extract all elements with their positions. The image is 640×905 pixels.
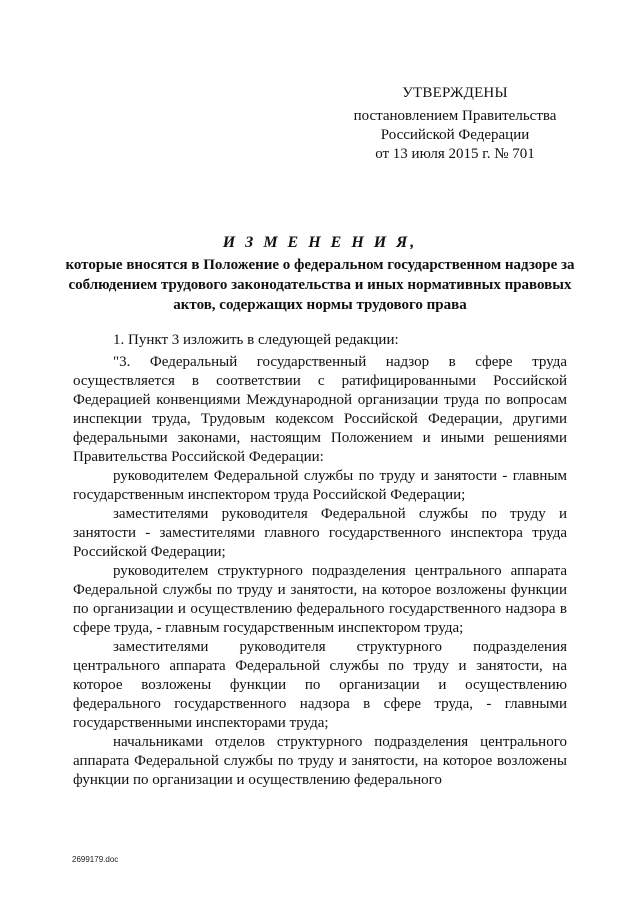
approval-line-3: от 13 июля 2015 г. № 701: [375, 146, 535, 162]
paragraph-4: заместителями руководителя Федеральной службы по труду и занятости - заместителями главного государственного инспектора труда Российской Федерации;: [73, 506, 567, 560]
document-subtitle: которые вносятся в Положение о федеральном государственном надзоре за соблюдением трудового законодательства и иных нормативных правовых актов, содержащих нормы трудового права: [65, 257, 575, 313]
approval-stamp: УТВЕРЖДЕНЫ: [402, 85, 508, 101]
document-heading: И З М Е Н Е Н И Я,: [222, 234, 418, 251]
paragraph-5: руководителем структурного подразделения центрального аппарата Федеральной службы по труду и занятости, на которое возложены функции по организации и осуществлению федерального государственного надзора в сфере труда, - главным государственным инспектором труда;: [73, 563, 567, 636]
paragraph-7: начальниками отделов структурного подразделения центрального аппарата Федеральной службы по труду и занятости, на которое возложены функции по организации и осуществлению федерального: [73, 734, 567, 788]
approval-line-2: Российской Федерации: [380, 127, 530, 143]
approval-block: [300, 84, 610, 164]
paragraph-3: руководителем Федеральной службы по труду и занятости - главным государственным инспектором труда Российской Федерации;: [73, 468, 567, 503]
paragraph-6: заместителями руководителя структурного подразделения центрального аппарата Федеральной службы по труду и занятости, на которое возложены функции по организации и осуществлению федерального государственного надзора в сфере труда, - главными государственными инспекторами труда;: [73, 639, 567, 731]
paragraph-1: 1. Пункт 3 изложить в следующей редакции:: [113, 332, 399, 348]
paragraph-2: "3. Федеральный государственный надзор в сфере труда осуществляется в соответствии с ратифицированными Российской Федерацией конвенциями Международной организации труда по вопросам инспекции труда, Трудовым кодексом Российской Федерации, другими федеральными законами, настоящим Положением и иными решениями Правительства Российской Федерации:: [73, 354, 567, 465]
document-id-footer: 2699179.doc: [72, 855, 119, 864]
document-body: [73, 331, 567, 790]
title-block: [60, 233, 580, 315]
approval-line-1: постановлением Правительства: [353, 108, 557, 124]
